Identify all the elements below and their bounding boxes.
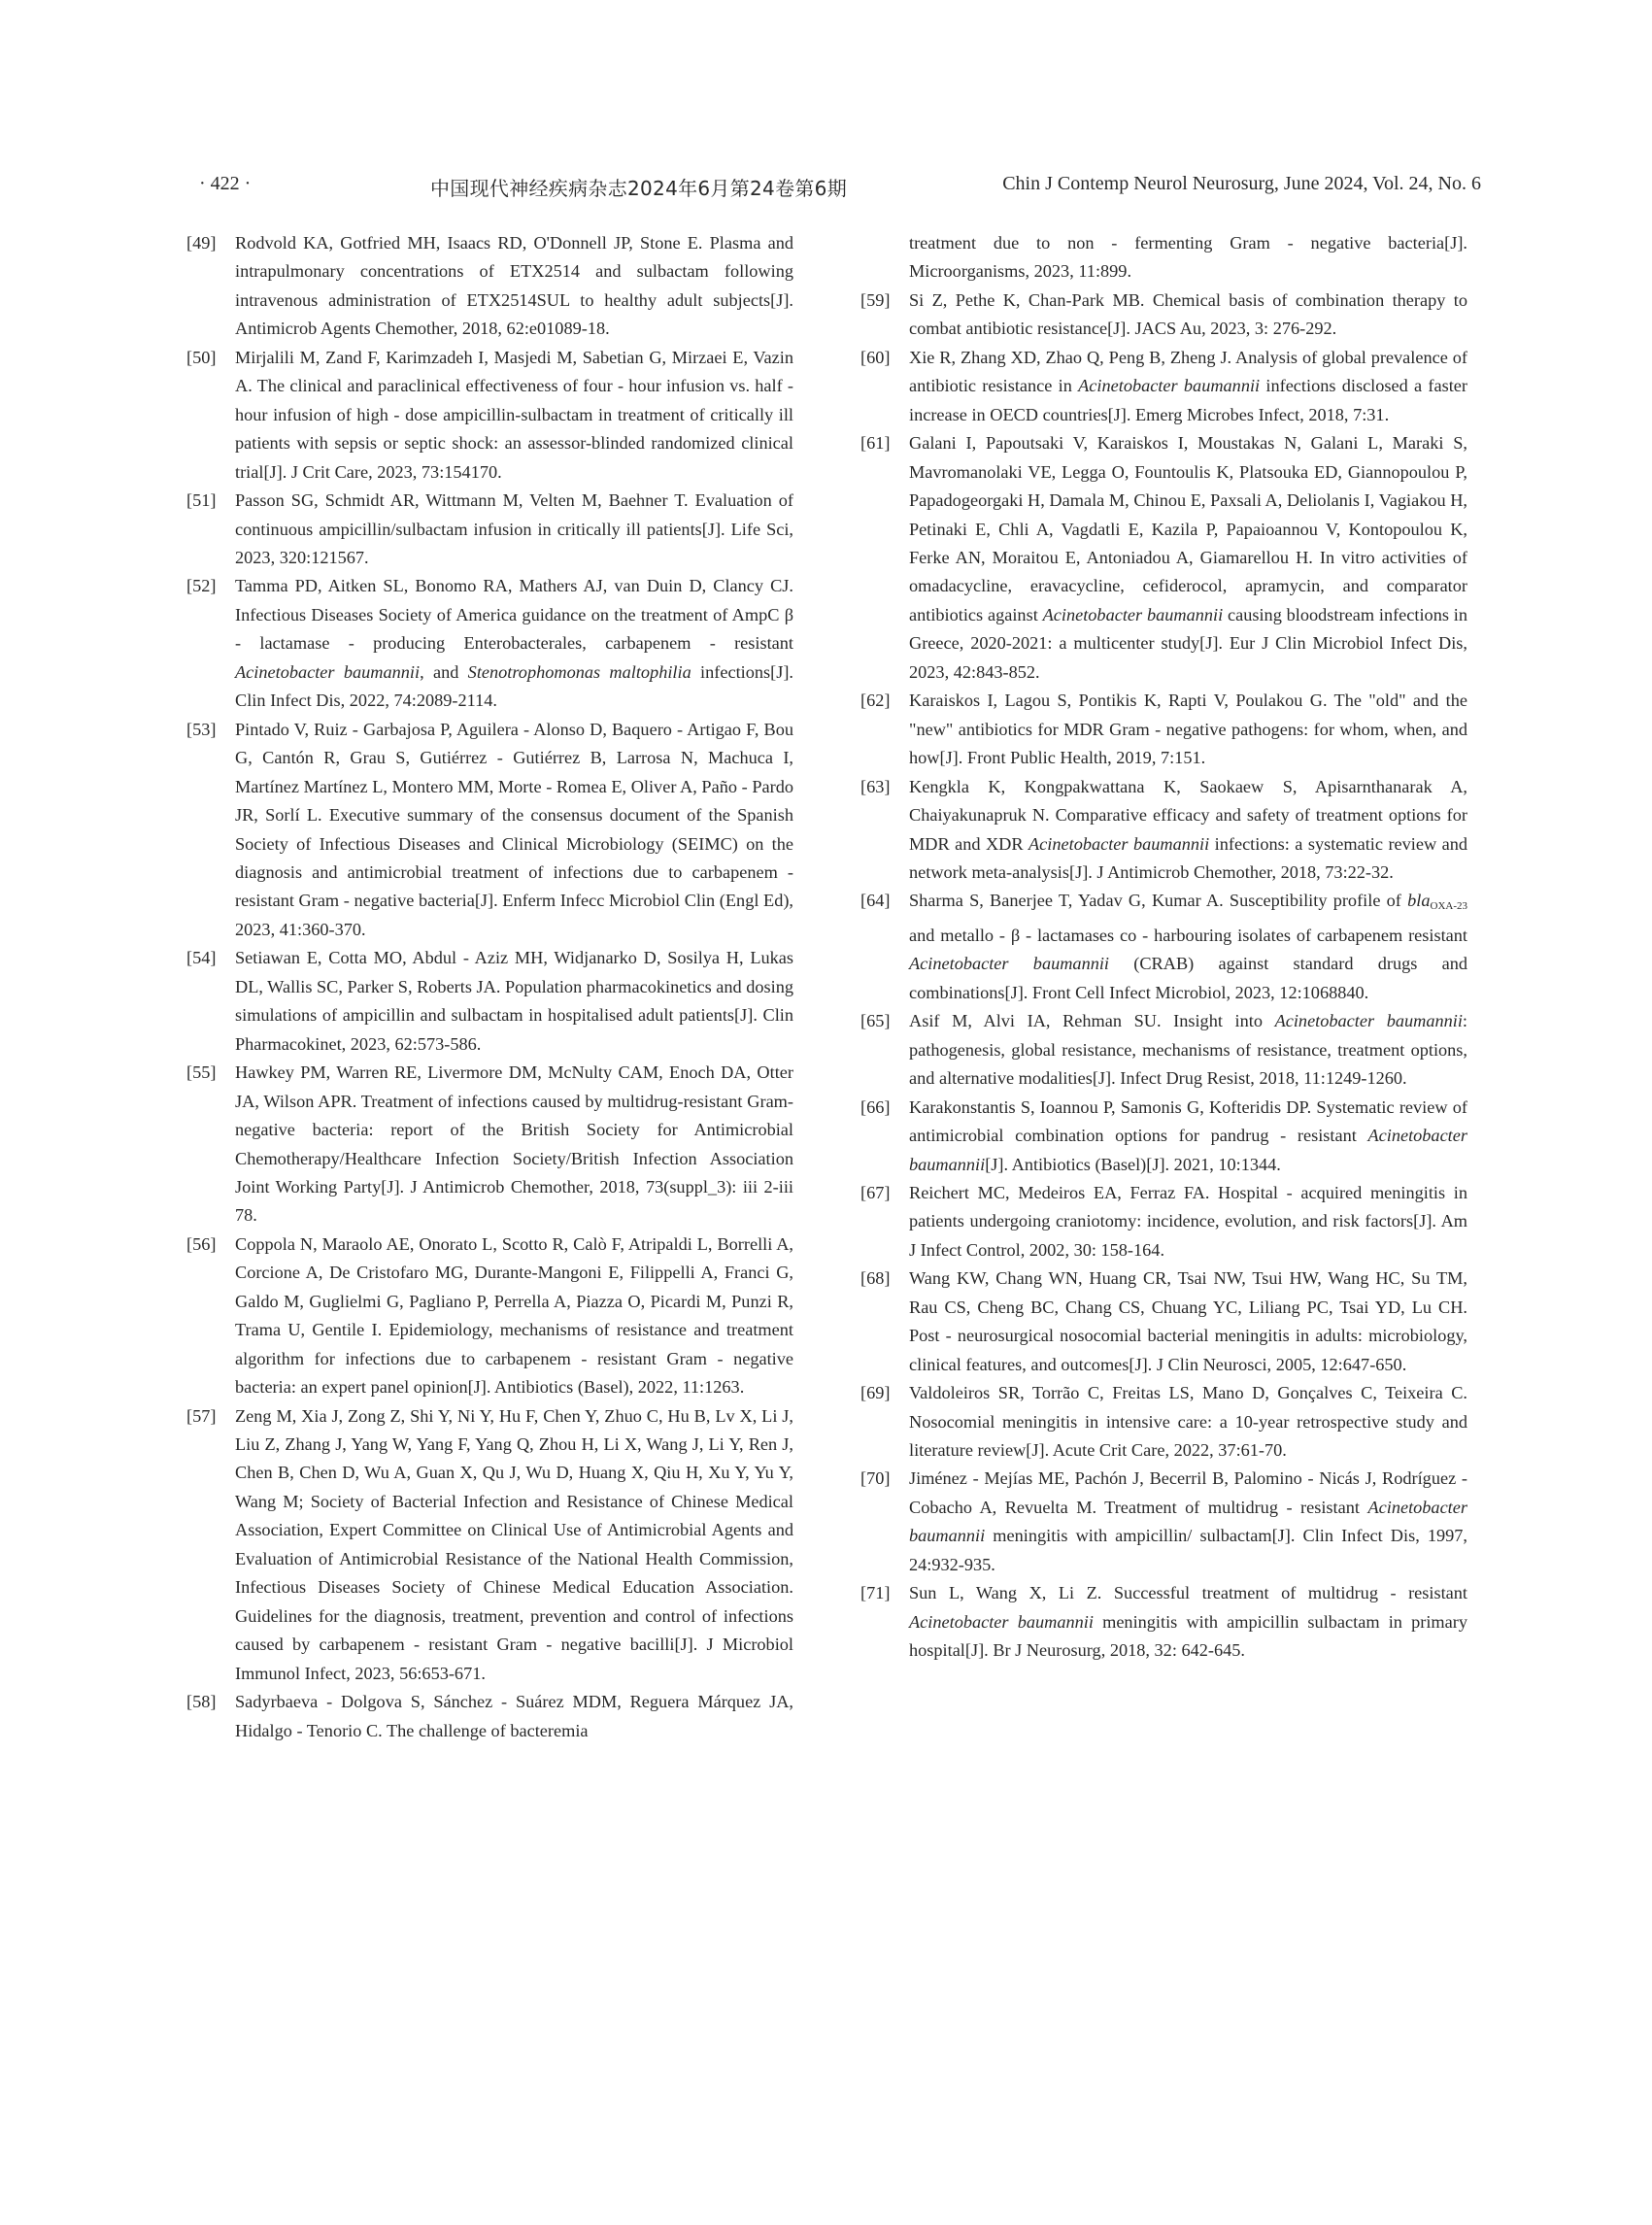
reference-number: [71] [860,1583,891,1603]
reference-text: Karaiskos I, Lagou S, Pontikis K, Rapti V, Poulakou G. The "old" and the "new" antibiotics for MDR Gram - negative pathogens: for whom, when, and how[J]. Front Public Health, 2019, 7:151. [909,691,1467,768]
reference-number: [59] [860,289,891,310]
journal-title-chinese: 中国现代神经疾病杂志2024年6月第24卷第6期 [430,177,847,200]
reference-number: [53] [186,719,217,739]
species-name: Acinetobacter baumannii [1078,376,1261,396]
species-name: Acinetobacter baumannii [909,954,1110,974]
reference-number: [60] [860,347,891,367]
reference-number: [63] [860,776,891,796]
page-number: · 422 · [199,173,252,194]
reference-item [860,1579,1467,1665]
reference-number: [51] [186,490,217,511]
reference-text [909,887,1467,1007]
reference-text: Reichert MC, Medeiros EA, Ferraz FA. Hospital - acquired meningitis in patients undergoing craniotomy: incidence, evolution, and risk factors[J]. Am J Infect Control, 2002, 30: 158-164. [909,1182,1467,1260]
reference-number: [54] [186,948,217,968]
page-header [199,173,1481,212]
reference-number: [67] [860,1182,891,1202]
reference-item [860,1379,1467,1465]
reference-continuation [860,229,1467,287]
reference-text: Si Z, Pethe K, Chan-Park MB. Chemical basis of combination therapy to combat antibiotic resistance[J]. JACS Au, 2023, 3: 276-292. [909,289,1467,339]
reference-item [186,344,793,487]
reference-text-part: (CRAB) against standard drugs and combinations[J]. Front Cell Infect Microbiol, 2023, 12:1068840. [909,954,1468,1002]
reference-text [909,1465,1467,1579]
reference-text: Coppola N, Maraolo AE, Onorato L, Scotto R, Calò F, Atripaldi L, Borrelli A, Corcione A, De Cristofaro MG, Durante-Mangoni E, Filippelli A, Franci G, Galdo M, Guglielmi G, Pagliano P, Perrella A, Piazza O, Picardi M, Punzi R, Trama U, Gentile I. Epidemiology, mechanisms of resistance and treatment algorithm for infections due to carbapenem - resistant Gram - negative bacteria: an expert panel opinion[J]. Antibiotics (Basel), 2022, 11:1263. [235,1233,793,1398]
reference-number: [61] [860,433,891,454]
reference-text-part: causing bloodstream infections in Greece, 2020-2021: a multicenter study[J]. Eur J Clin Microbiol Infect Dis, 2023, 42:843-852. [909,604,1467,682]
reference-number: [66] [860,1096,891,1117]
reference-number: [62] [860,691,891,711]
gene-subscript: OXA-23 [1430,900,1467,913]
reference-text-part: Kengkla K, Kongpakwattana K, Saokaew S, Apisarnthanarak A, Chaiyakunapruk N. Comparative efficacy and safety of treatment options for MDR and XDR [909,776,1467,854]
reference-text-part: [J]. Antibiotics (Basel)[J]. 2021, 10:1344. [985,1154,1281,1174]
reference-text: Sadyrbaeva - Dolgova S, Sánchez - Suárez MDM, Reguera Márquez JA, Hidalgo - Tenorio C. The challenge of bacteremia [235,1692,793,1740]
species-name: Stenotrophomonas maltophilia [467,661,691,682]
species-name: Acinetobacter baumannii [909,1497,1467,1546]
reference-text: Hawkey PM, Warren RE, Livermore DM, McNulty CAM, Enoch DA, Otter JA, Wilson APR. Treatment of infections caused by multidrug-resistant Gram-negative bacteria: report of the British Society for Antimicrobial Chemotherapy/Healthcare Infection Society/British Infection Association Joint Working Party[J]. J Antimicrob Chemother, 2018, 73(suppl_3): iii 2-iii 78. [235,1062,793,1226]
reference-text-part: infections: a systematic review and network meta-analysis[J]. J Antimicrob Chemother, 2018, 73:22-32. [909,833,1468,882]
species-name: Acinetobacter baumannii [909,1611,1094,1632]
reference-text: Passon SG, Schmidt AR, Wittmann M, Velten M, Baehner T. Evaluation of continuous ampicillin/sulbactam infusion in critically ill patients[J]. Life Sci, 2023, 320:121567. [235,490,793,567]
reference-text [909,1579,1467,1665]
reference-text-part: Asif M, Alvi IA, Rehman SU. Insight into [909,1011,1275,1031]
reference-text: Zeng M, Xia J, Zong Z, Shi Y, Ni Y, Hu F, Chen Y, Zhuo C, Hu B, Lv X, Li J, Liu Z, Zhang J, Yang W, Yang F, Yang Q, Zhou H, Li X, Wang J, Li Y, Ren J, Chen B, Chen D, Wu A, Guan X, Qu J, Wu D, Huang X, Qiu H, Xu Y, Yu Y, Wang M; Society of Bacterial Infection and Resistance of Chinese Medical Association, Expert Committee on Clinical Use of Antimicrobial Agents and Evaluation of Antimicrobial Resistance of the National Health Commission, Infectious Diseases Society of Chinese Medical Education Association. Guidelines for the diagnosis, treatment, prevention and control of infections caused by carbapenem - resistant Gram - negative bacilli[J]. J Microbiol Immunol Infect, 2023, 56:653-671. [235,1405,793,1683]
reference-text [235,572,793,715]
reference-item [186,944,793,1059]
reference-text [909,1094,1467,1179]
reference-text-part: Karakonstantis S, Ioannou P, Samonis G, Kofteridis DP. Systematic review of antimicrobial combination options for pandrug - resistant [909,1096,1467,1146]
reference-number: [69] [860,1383,891,1403]
reference-item [860,287,1467,344]
reference-text: Wang KW, Chang WN, Huang CR, Tsai NW, Tsui HW, Wang HC, Su TM, Rau CS, Cheng BC, Chang CS, Chuang YC, Liliang PC, Tsai YD, Lu CH. Post - neurosurgical nosocomial bacterial meningitis in adults: microbiology, clinical features, and outcomes[J]. J Clin Neurosci, 2005, 12:647-650. [909,1268,1467,1374]
reference-item [186,1688,793,1745]
reference-number: [68] [860,1268,891,1289]
reference-text-part: , and [420,661,468,682]
reference-item [186,487,793,572]
reference-text-part: Tamma PD, Aitken SL, Bonomo RA, Mathers AJ, van Duin D, Clancy CJ. Infectious Diseases Society of America guidance on the treatment of AmpC β - lactamase - producing Enterobacterales, carbapenem - resistant [235,576,793,654]
reference-text-part: Sun L, Wang X, Li Z. Successful treatment of multidrug - resistant [909,1583,1467,1603]
reference-text-part: Galani I, Papoutsaki V, Karaiskos I, Moustakas N, Galani L, Maraki S, Mavromanolaki VE, Legga O, Fountoulis K, Platsouka ED, Giannopoulou P, Papadogeorgaki H, Damala M, Chinou E, Paxsali A, Deliolanis I, Vagiakou H, Petinaki E, Chli A, Vagdatli E, Kazila P, Papaioannou V, Kontopoulou K, Ferke AN, Moraitou E, Antoniadou A, Giamarellou H. In vitro activities of omadacycline, eravacycline, cefiderocol, apramycin, and comparator antibiotics against [909,433,1467,624]
reference-item [186,229,793,344]
gene-name: bla [1407,891,1431,911]
reference-item [860,344,1467,429]
reference-text: Setiawan E, Cotta MO, Abdul - Aziz MH, Widjanarko D, Sosilya H, Lukas DL, Wallis SC, Parker S, Roberts JA. Population pharmacokinetics and dosing simulations of ampicillin and sulbactam in hospitalised adult patients[J]. Clin Pharmacokinet, 2023, 62:573-586. [235,948,794,1054]
reference-text-part: meningitis with ampicillin/ sulbactam[J]. Clin Infect Dis, 1997, 24:932-935. [909,1526,1467,1574]
reference-text: Valdoleiros SR, Torrão C, Freitas LS, Mano D, Gonçalves C, Teixeira C. Nosocomial meningitis in intensive care: a 10-year retrospective study and literature review[J]. Acute Crit Care, 2022, 37:61-70. [909,1383,1467,1461]
reference-number: [50] [186,347,217,367]
reference-column-right [860,229,1467,1666]
journal-title-english: Chin J Contemp Neurol Neurosurg, June 2024, Vol. 24, No. 6 [1002,173,1481,194]
reference-item [860,1465,1467,1579]
reference-text [909,344,1467,429]
species-name: Acinetobacter baumannii [235,661,421,682]
reference-text [909,429,1467,687]
reference-item [860,1007,1467,1093]
reference-item [860,773,1467,888]
reference-number: [65] [860,1011,891,1031]
species-name: Acinetobacter baumannii [1028,833,1210,854]
species-name: Acinetobacter baumannii [1274,1011,1463,1031]
reference-text-part: Sharma S, Banerjee T, Yadav G, Kumar A. Susceptibility profile of [909,891,1408,911]
reference-text: treatment due to non - fermenting Gram - negative bacteria[J]. Microorganisms, 2023, 11:899. [909,233,1467,282]
reference-number: [70] [860,1468,891,1489]
reference-item [186,1230,793,1402]
reference-item [860,429,1467,687]
reference-text-part: Jiménez - Mejías ME, Pachón J, Becerril B, Palomino - Nicás J, Rodríguez - Cobacho A, Revuelta M. Treatment of multidrug - resistant [909,1468,1467,1517]
reference-item [860,1179,1467,1264]
reference-item [186,1402,793,1689]
reference-text-part: and metallo - β - lactamases co - harbouring isolates of carbapenem resistant [909,925,1467,945]
reference-text-part: infections[J]. Clin Infect Dis, 2022, 74:2089-2114. [235,661,794,711]
reference-item [860,687,1467,772]
reference-text [909,773,1467,888]
reference-item [186,716,793,945]
species-name: Acinetobacter baumannii [1042,604,1224,624]
reference-text-part: : pathogenesis, global resistance, mechanisms of resistance, treatment options, and alternative modalities[J]. Infect Drug Resist, 2018, 11:1249-1260. [909,1011,1467,1089]
reference-number: [64] [860,891,891,911]
reference-text: Mirjalili M, Zand F, Karimzadeh I, Masjedi M, Sabetian G, Mirzaei E, Vazin A. The clinical and paraclinical effectiveness of four - hour infusion vs. half - hour infusion of high - dose ampicillin-sulbactam in treatment of critically ill patients with sepsis or septic shock: an assessor-blinded randomized clinical trial[J]. J Crit Care, 2023, 73:154170. [235,347,793,482]
reference-column-left [186,229,793,1745]
reference-text [909,1007,1467,1093]
reference-text-part: infections disclosed a faster increase in OECD countries[J]. Emerg Microbes Infect, 2018, 7:31. [909,376,1467,424]
reference-text: Rodvold KA, Gotfried MH, Isaacs RD, O'Donnell JP, Stone E. Plasma and intrapulmonary concentrations of ETX2514 and sulbactam following intravenous administration of ETX2514SUL to healthy adult subjects[J]. Antimicrob Agents Chemother, 2018, 62:e01089-18. [235,233,793,339]
reference-text-part: Xie R, Zhang XD, Zhao Q, Peng B, Zheng J. Analysis of global prevalence of antibiotic resistance in [909,347,1467,396]
reference-number: [57] [186,1405,217,1426]
reference-number: [58] [186,1692,217,1712]
reference-number: [55] [186,1062,217,1083]
reference-item [860,1264,1467,1379]
reference-item [186,572,793,715]
reference-number: [52] [186,576,217,596]
reference-number: [56] [186,1233,217,1254]
reference-text: Pintado V, Ruiz - Garbajosa P, Aguilera - Alonso D, Baquero - Artigao F, Bou G, Cantón R, Grau S, Gutiérrez - Gutiérrez B, Larrosa N, Machuca I, Martínez Martínez L, Montero MM, Morte - Romea E, Oliver A, Paño - Pardo JR, Sorlí L. Executive summary of the consensus document of the Spanish Society of Infectious Diseases and Clinical Microbiology (SEIMC) on the diagnosis and antimicrobial treatment of infections due to carbapenem - resistant Gram - negative bacteria[J]. Enferm Infecc Microbiol Clin (Engl Ed), 2023, 41:360-370. [235,719,793,939]
reference-item [860,887,1467,1007]
reference-item [860,1094,1467,1179]
reference-item [186,1059,793,1230]
reference-text-part: meningitis with ampicillin sulbactam in primary hospital[J]. Br J Neurosurg, 2018, 32: 642-645. [909,1611,1467,1661]
species-name: Acinetobacter baumannii [909,1126,1467,1174]
reference-number: [49] [186,233,217,253]
